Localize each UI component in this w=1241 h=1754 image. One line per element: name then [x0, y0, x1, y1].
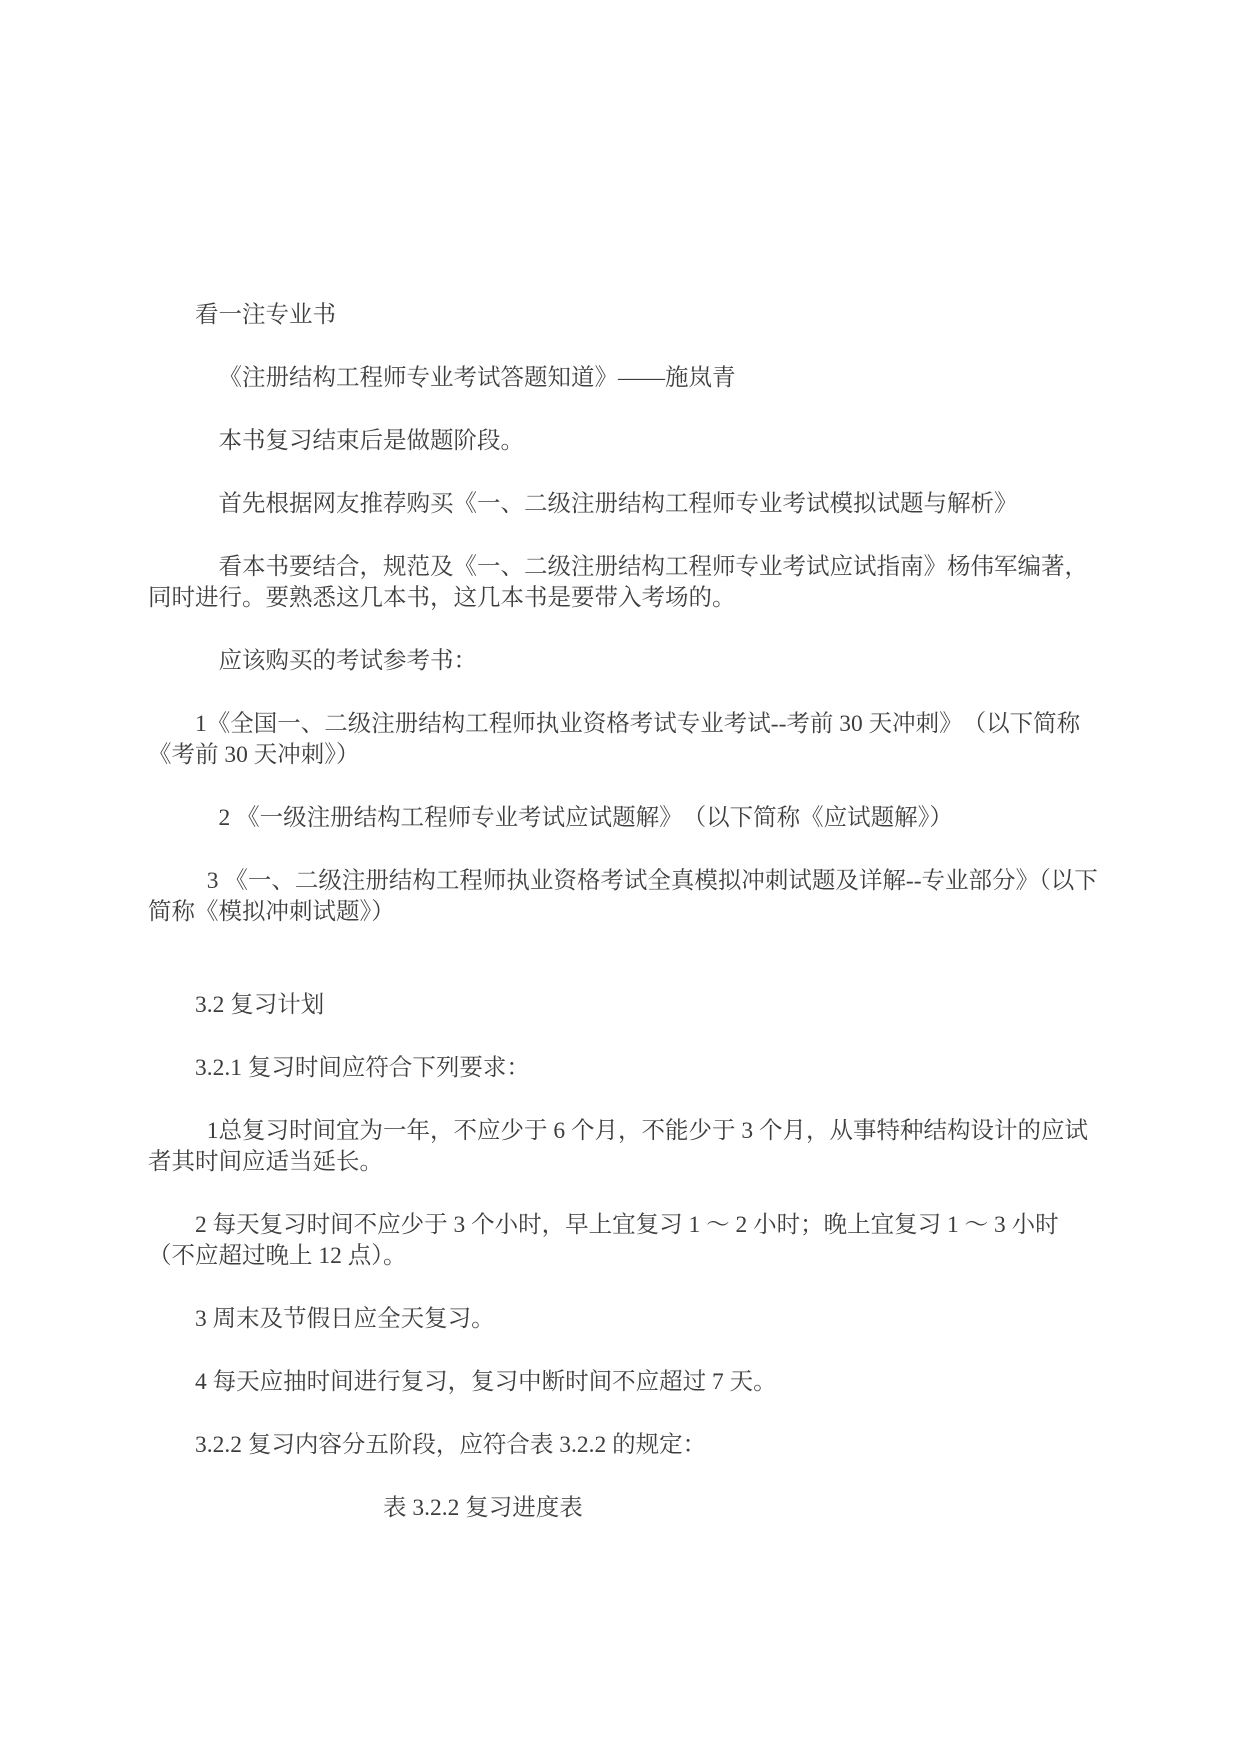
reference-book-1: 1《全国一、二级注册结构工程师执业资格考试专业考试--考前 30 天冲刺》 （以下简称《考前 30 天冲刺》） [148, 711, 1081, 768]
requirement-2: 2 每天复习时间不应少于 3 个小时，早上宜复习 1 ～ 2 小时；晚上宜复习 1 ～ 3 小时（不应超过晚上 12 点）。 [148, 1212, 1059, 1269]
reference-books-heading: 应该购买的考试参考书： [218, 648, 477, 674]
requirement-3: 3 周末及节假日应全天复习。 [195, 1306, 495, 1332]
requirement-4: 4 每天应抽时间进行复习，复习中断时间不应超过 7 天。 [195, 1369, 777, 1395]
section-3-2-heading: 3.2 复习计划 [195, 992, 325, 1018]
section-3-2-1-heading: 3.2.1 复习时间应符合下列要求： [195, 1055, 530, 1081]
reference-book-3: 3 《一、二级注册结构工程师执业资格考试全真模拟冲刺试题及详解--专业部分》（以下简称《模拟冲刺试题》） [148, 868, 1098, 925]
recommended-purchase-line: 首先根据网友推荐购买《一、二级注册结构工程师专业考试模拟试题与解析》 [218, 491, 1018, 517]
requirement-1: 1总复习时间宜为一年，不应少于 6 个月，不能少于 3 个月，从事特种结构设计的应试者其时间应适当延长。 [148, 1118, 1088, 1175]
doc-title-line: 看一注专业书 [195, 302, 336, 328]
book-main-reference: 《注册结构工程师专业考试答题知道》——施岚青 [218, 365, 736, 391]
table-caption: 表 3.2.2 复习进度表 [383, 1495, 583, 1521]
reference-book-2: 2 《一级注册结构工程师专业考试应试题解》 （以下简称《应试题解》） [218, 805, 953, 831]
note-after-book: 本书复习结束后是做题阶段。 [218, 428, 524, 454]
section-3-2-2-line: 3.2.2 复习内容分五阶段，应符合表 3.2.2 的规定： [195, 1432, 707, 1458]
combined-reading-note: 看本书要结合，规范及《一、二级注册结构工程师专业考试应试指南》杨伟军编著，同时进行。要熟悉这几本书，这几本书是要带入考场的。 [148, 554, 1088, 611]
